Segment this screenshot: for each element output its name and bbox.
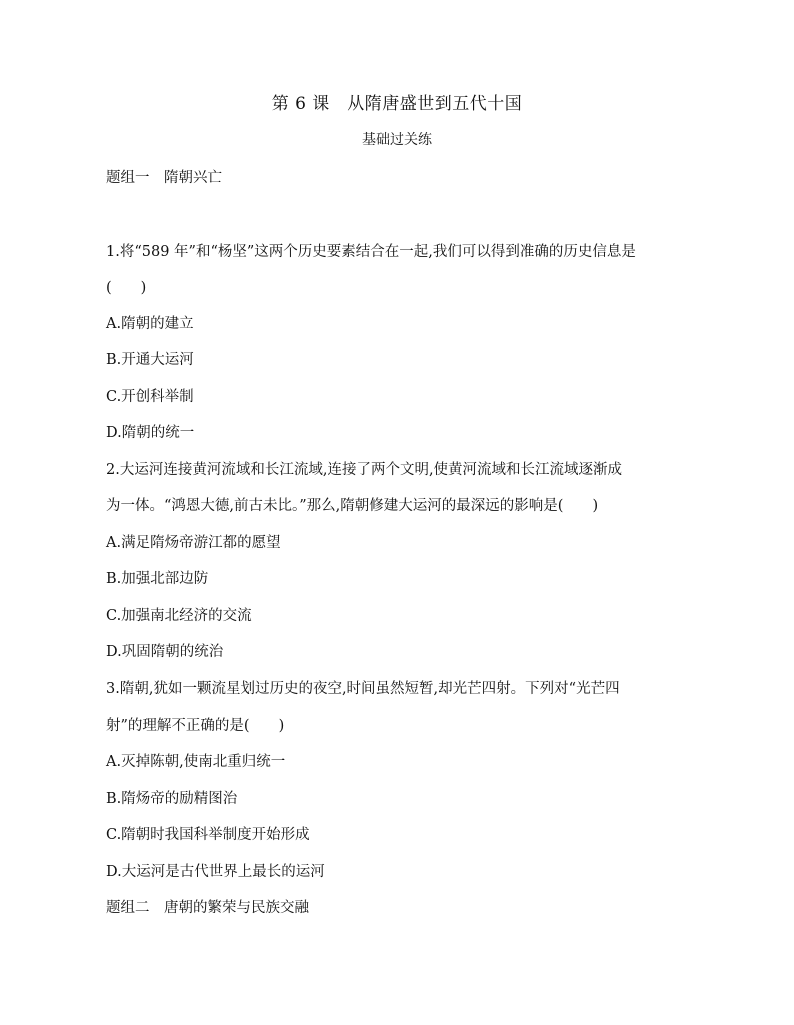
question-1-option-c: C.开创科举制 — [106, 389, 194, 405]
question-2-option-b: B.加强北部边防 — [106, 571, 209, 587]
group-heading-2: 题组二 唐朝的繁荣与民族交融 — [106, 900, 309, 916]
question-2-stem-line-1: 2.大运河连接黄河流域和长江流域,连接了两个文明,使黄河流域和长江流域逐渐成 — [106, 462, 623, 478]
question-3-option-d: D.大运河是古代世界上最长的运河 — [106, 864, 325, 880]
question-1-option-b: B.开通大运河 — [106, 352, 194, 368]
question-1-option-d: D.隋朝的统一 — [106, 425, 195, 441]
question-3-option-a: A.灭掉陈朝,使南北重归统一 — [106, 754, 286, 770]
group-heading-1: 题组一 隋朝兴亡 — [106, 170, 222, 186]
question-3-option-c: C.隋朝时我国科举制度开始形成 — [106, 827, 310, 843]
question-1-stem-line-1: 1.将“589 年”和“杨坚”这两个历史要素结合在一起,我们可以得到准确的历史信息是 — [106, 244, 636, 260]
lesson-title: 第 6 课 从隋唐盛世到五代十国 — [271, 94, 523, 114]
question-1-stem-line-2: ( ) — [106, 280, 147, 296]
question-2-option-a: A.满足隋炀帝游江都的愿望 — [106, 535, 281, 551]
section-subtitle: 基础过关练 — [362, 132, 432, 148]
question-3-option-b: B.隋炀帝的励精图治 — [106, 791, 238, 807]
question-3-stem-line-1: 3.隋朝,犹如一颗流星划过历史的夜空,时间虽然短暂,却光芒四射。下列对“光芒四 — [106, 681, 620, 697]
question-2-stem-line-2: 为一体。“鸿恩大德,前古未比。”那么,隋朝修建大运河的最深远的影响是( ) — [106, 498, 599, 514]
question-2-option-c: C.加强南北经济的交流 — [106, 608, 252, 624]
question-3-stem-line-2: 射”的理解不正确的是( ) — [106, 718, 285, 734]
question-1-option-a: A.隋朝的建立 — [106, 316, 194, 332]
question-2-option-d: D.巩固隋朝的统治 — [106, 644, 224, 660]
